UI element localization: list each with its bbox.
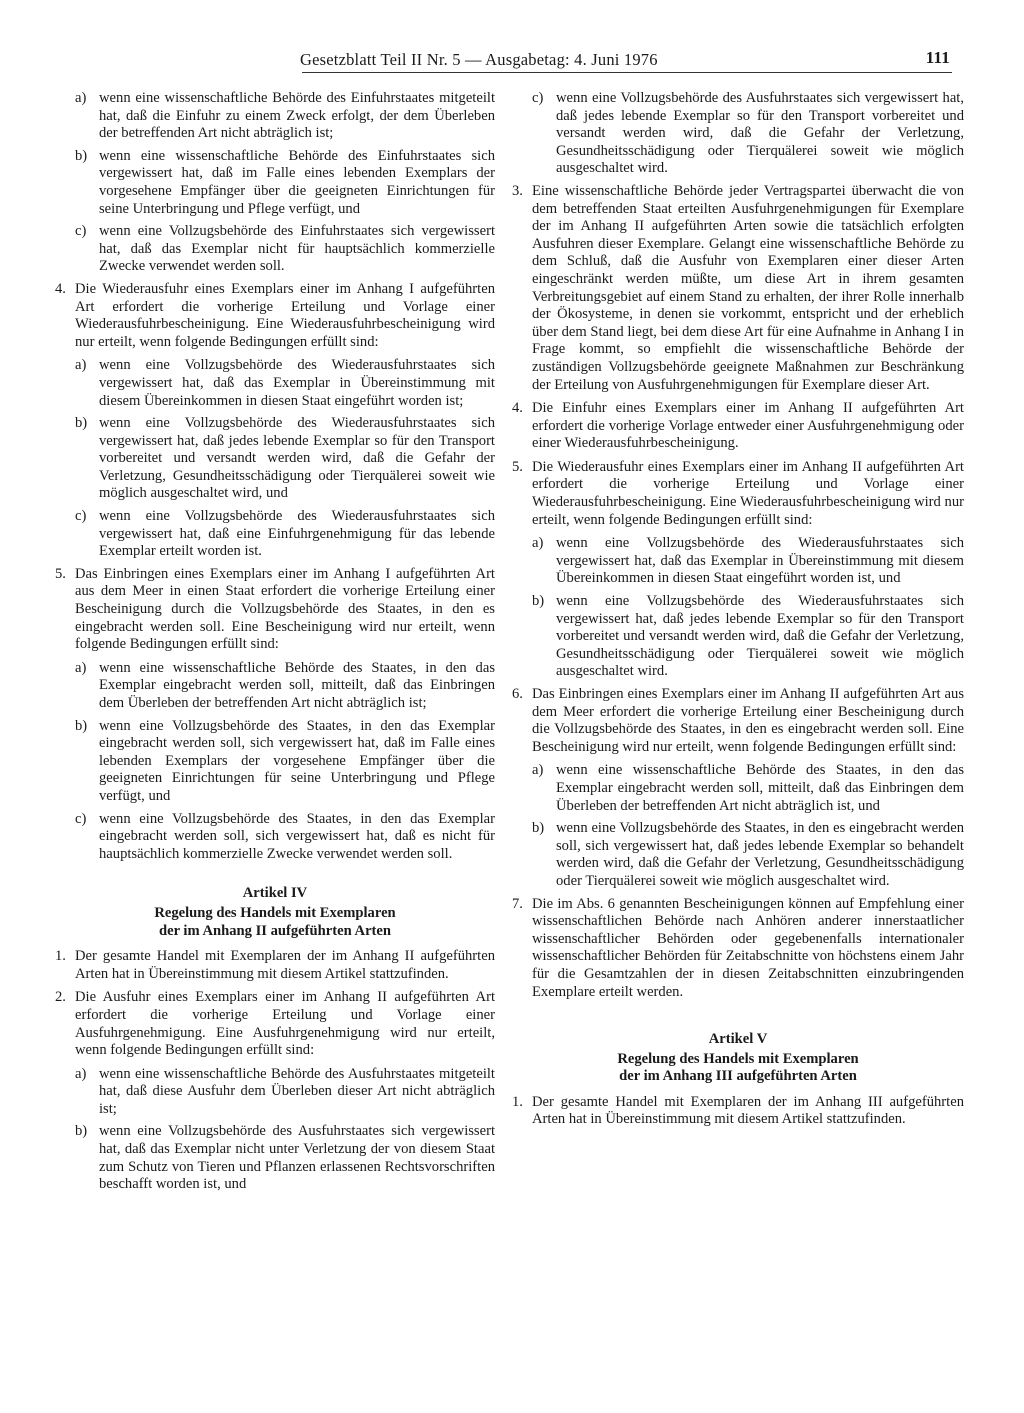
paragraph-text: Der gesamte Handel mit Exemplaren der im Anhang II aufgeführten Arten hat in Übereinstimmung mit diesem Artikel stattzufinden. <box>75 948 495 982</box>
article-subheading-line: der im Anhang II aufgeführten Arten <box>158 922 392 939</box>
paragraph-text: Die Ausfuhr eines Exemplars einer im Anhang II aufgeführten Art erfordert die vorherige Erteilung und Vorlage einer Ausfuhrgenehmigung. Eine Ausfuhrgenehmigung wird nur erteilt, wenn folgende Bedingungen erfüllt sind: <box>75 989 495 1059</box>
paragraph-number: 7. <box>512 895 523 912</box>
paragraph-number: 4. <box>55 280 66 297</box>
paragraph-number: 1. <box>512 1093 523 1110</box>
list-item <box>532 762 964 815</box>
list-item <box>532 90 964 178</box>
item-label: a) <box>75 357 87 374</box>
paragraph-number: 5. <box>55 565 66 582</box>
paragraph-text: Die Wiederausfuhr eines Exemplars einer im Anhang I aufgeführten Art erfordert die vorherige Erteilung und Vorlage einer Wiederausfuhrbescheinigung. Eine Wiederausfuhrbescheinigung wird nur erteilt, wenn folgende Bedingungen erfüllt sind: <box>75 280 495 350</box>
item-label: b) <box>75 415 88 432</box>
item-text: wenn eine Vollzugsbehörde des Ausfuhrstaates sich vergewissert hat, daß das Exemplar nicht unter Verletzung der von diesem Staat zum Schutz von Tieren und Pflanzen erlassenen Rechtsvorschriften beschafft worden ist, und <box>99 1123 495 1193</box>
list-item <box>75 1123 495 1193</box>
item-label: b) <box>75 147 88 164</box>
list-item <box>75 811 495 864</box>
list-item <box>75 223 495 276</box>
item-text: wenn eine Vollzugsbehörde des Staates, in den das Exemplar eingebracht werden soll, sich vergewissert hat, daß es nicht für hauptsächlich kommerzielle Zwecke verwendet werden soll. <box>99 810 495 862</box>
item-text: wenn eine Vollzugsbehörde des Staates, in den es eingebracht werden soll, sich vergewissert hat, daß jedes lebende Exemplar so behandelt werden wird, daß die Gefahr der Verletzung, Gesundheitsschädigung oder Tierquälerei soweit wie möglich ausgeschaltet wird. <box>556 820 964 889</box>
article-subheading <box>55 905 495 940</box>
item-label: b) <box>532 593 545 610</box>
paragraph-number: 2. <box>55 989 66 1006</box>
paragraph-number: 4. <box>512 400 523 417</box>
article-subheading-line: Regelung des Handels mit Exemplaren <box>154 904 396 921</box>
list-item <box>75 90 495 143</box>
item-text: wenn eine Vollzugsbehörde des Staates, in den das Exemplar eingebracht werden soll, sich vergewissert hat, daß im Falle eines lebenden Exemplars der vorgesehene Empfänger über die geeigneten Einrichtungen für seine Unterbringung und Pflege verfügt, und <box>99 717 495 804</box>
list-item <box>75 357 495 410</box>
list-item <box>75 1066 495 1119</box>
paragraph-number: 5. <box>512 458 523 475</box>
item-label: b) <box>75 1123 88 1140</box>
list-item <box>75 148 495 218</box>
article-heading: Artikel V <box>708 1031 768 1048</box>
list-item <box>532 820 964 890</box>
right-column <box>512 90 964 1135</box>
list-item <box>532 535 964 588</box>
item-label: a) <box>532 762 544 779</box>
paragraph-text: Das Einbringen eines Exemplars einer im Anhang II aufgeführten Art aus dem Meer erfordert die vorherige Erteilung einer Bescheinigung durch die Vollzugsbehörde des Staates, in den es eingebracht werden soll. Eine Bescheinigung wird nur erteilt, wenn folgende Bedingungen erfüllt sind: <box>532 686 964 755</box>
article-subheading <box>512 1051 964 1086</box>
left-column <box>55 90 495 1199</box>
paragraph <box>55 989 495 1059</box>
article-heading: Artikel IV <box>242 885 308 902</box>
item-text: wenn eine Vollzugsbehörde des Wiederausfuhrstaates sich vergewissert hat, daß jedes lebende Exemplar so für den Transport vorbereitet und versandt werden wird, daß die Gefahr der Verletzung, Gesundheitsschädigung oder Tierquälerei soweit wie möglich ausgeschaltet wird. <box>556 593 964 680</box>
paragraph <box>512 400 964 453</box>
item-text: wenn eine Vollzugsbehörde des Wiederausfuhrstaates sich vergewissert hat, daß eine Einfuhrgenehmigung für das lebende Exemplar erteilt worden ist. <box>99 508 495 560</box>
header-title: Gesetzblatt Teil II Nr. 5 — Ausgabetag: 4. Juni 1976 <box>300 50 658 69</box>
article-subheading-line: der im Anhang III aufgeführten Arten <box>619 1068 857 1085</box>
page-number: 111 <box>925 48 950 67</box>
list-item <box>532 593 964 681</box>
paragraph <box>55 566 495 654</box>
paragraph-text: Die Wiederausfuhr eines Exemplars einer im Anhang II aufgeführten Art erfordert die vorherige Erteilung und Vorlage einer Wiederausfuhrbescheinigung. Eine Wiederausfuhrbescheinigung wird nur erteilt, wenn folgende Bedingungen erfüllt sind: <box>532 458 964 528</box>
paragraph-number: 6. <box>512 686 523 702</box>
paragraph <box>512 686 964 756</box>
paragraph <box>512 459 964 529</box>
item-label: b) <box>532 820 545 837</box>
item-text: wenn eine Vollzugsbehörde des Wiederausfuhrstaates sich vergewissert hat, daß das Exemplar in Übereinstimmung mit diesem Übereinkommen in diesen Staat eingeführt worden ist, und <box>556 535 964 587</box>
item-text: wenn eine wissenschaftliche Behörde des Staates, in den das Exemplar eingebracht werden soll, mitteilt, daß das Einbringen dem Überleben der betreffenden Art nicht abträglich ist; <box>99 659 495 711</box>
item-text: wenn eine wissenschaftliche Behörde des Einfuhrstaates sich vergewissert hat, daß im Falle eines lebenden Exemplars der vorgesehene Empfänger über die geeigneten Einrichtungen für seine Unterbringung und Pflege verfügt, und <box>99 147 495 217</box>
item-label: c) <box>75 223 87 240</box>
paragraph-text: Das Einbringen eines Exemplars einer im Anhang I aufgeführten Art aus dem Meer in einen Staat erfordert die vorherige Erteilung einer Bescheinigung durch die Vollzugsbehörde des Staates, in den es eingebracht werden soll. Eine Bescheinigung wird nur erteilt, wenn folgende Bedingungen erfüllt sind: <box>75 565 495 653</box>
paragraph-text: Die Einfuhr eines Exemplars einer im Anhang II aufgeführten Art erfordert die vorherige Vorlage entweder einer Ausfuhrgenehmigung oder einer Wiederausfuhrbescheinigung. <box>532 400 964 452</box>
paragraph-text: Die im Abs. 6 genannten Bescheinigungen können auf Empfehlung einer wissenschaftlichen Behörde nach Anhören anderer innerstaatlicher wissenschaftlicher Behörden oder gegebenenfalls internationaler wissenschaftlicher Behörden für Zeitabschnitte von höchstens einem Jahr für die Gesamtzahlen der in diesen Zeitabschnitten einzubringenden Exemplare erteilt werden. <box>532 895 964 1000</box>
paragraph-number: 1. <box>55 948 66 965</box>
item-text: wenn eine Vollzugsbehörde des Ausfuhrstaates sich vergewissert hat, daß jedes lebende Exemplar so für den Transport vorbereitet und versandt werden wird, daß die Gefahr der Verletzung, Gesundheitsschädigung oder Tierquälerei soweit wie möglich ausgeschaltet wird. <box>556 90 964 177</box>
item-label: c) <box>75 508 87 525</box>
item-label: a) <box>532 535 544 552</box>
paragraph-text: Der gesamte Handel mit Exemplaren der im Anhang III aufgeführten Arten hat in Übereinstimmung mit diesem Artikel stattzufinden. <box>532 1093 964 1128</box>
article-subheading-line: Regelung des Handels mit Exemplaren <box>617 1050 859 1067</box>
item-label: c) <box>532 90 544 106</box>
page-header <box>300 48 950 74</box>
header-rule <box>302 72 952 73</box>
paragraph <box>55 948 495 983</box>
item-label: c) <box>75 810 87 827</box>
list-item <box>75 415 495 503</box>
paragraph <box>512 1094 964 1129</box>
item-text: wenn eine wissenschaftliche Behörde des Ausfuhrstaates mitgeteilt hat, daß diese Ausfuhr dem Überleben dieser Art nicht abträglich ist; <box>99 1065 495 1117</box>
item-text: wenn eine wissenschaftliche Behörde des Einfuhrstaates mitgeteilt hat, daß die Einfuhr zu einem Zweck erfolgt, der dem Überleben der betreffenden Art nicht abträglich ist; <box>99 90 495 142</box>
item-label: a) <box>75 90 87 106</box>
item-label: a) <box>75 1065 87 1082</box>
list-item <box>75 508 495 561</box>
item-text: wenn eine Vollzugsbehörde des Wiederausfuhrstaates sich vergewissert hat, daß das Exemplar in Übereinstimmung mit diesem Übereinkommen in diesen Staat eingeführt worden ist; <box>99 357 495 409</box>
list-item <box>75 718 495 806</box>
item-label: b) <box>75 717 88 734</box>
item-text: wenn eine wissenschaftliche Behörde des Staates, in den das Exemplar eingebracht werden soll, mitteilt, daß das Einbringen dem Überleben der betreffenden Art nicht abträglich ist, und <box>556 762 964 814</box>
item-text: wenn eine Vollzugsbehörde des Wiederausfuhrstaates sich vergewissert hat, daß jedes lebende Exemplar so für den Transport vorbereitet und versandt werden wird, daß die Gefahr der Verletzung, Gesundheitsschädigung oder Tierquälerei soweit wie möglich ausgeschaltet wird, und <box>99 415 495 502</box>
paragraph <box>512 896 964 1002</box>
paragraph-number: 3. <box>512 182 523 199</box>
paragraph <box>512 183 964 394</box>
paragraph <box>55 281 495 351</box>
paragraph-text: Eine wissenschaftliche Behörde jeder Vertragspartei überwacht die von dem betreffenden Staat erteilten Ausfuhrgenehmigungen für Exemplare der im Anhang II aufgeführten Arten sowie die tatsächlich erfolgten Ausfuhren dieser Exemplare. Gelangt eine wissenschaftliche Behörde zu dem Schluß, daß die Ausfuhr von Exemplaren einer dieser Arten eingeschränkt werden müßte, um diese Art in ihrem gesamten Verbreitungsgebiet auf einem Stand zu erhalten, der ihrer Rolle innerhalb der Ökosysteme, in denen sie vorkommt, entspricht und der erheblich über dem Stand liegt, bei dem diese Art für eine Aufnahme in Anhang I in Frage kommt, so empfiehlt die wissenschaftliche Behörde der zuständigen Vollzugsbehörde geeignete Maßnahmen zur Beschränkung der Erteilung von Ausfuhrgenehmigungen für Exemplare dieser Art. <box>532 182 964 393</box>
item-text: wenn eine Vollzugsbehörde des Einfuhrstaates sich vergewissert hat, daß das Exemplar nicht für hauptsächlich kommerzielle Zwecke verwendet werden soll. <box>99 223 495 275</box>
item-label: a) <box>75 659 87 676</box>
list-item <box>75 660 495 713</box>
